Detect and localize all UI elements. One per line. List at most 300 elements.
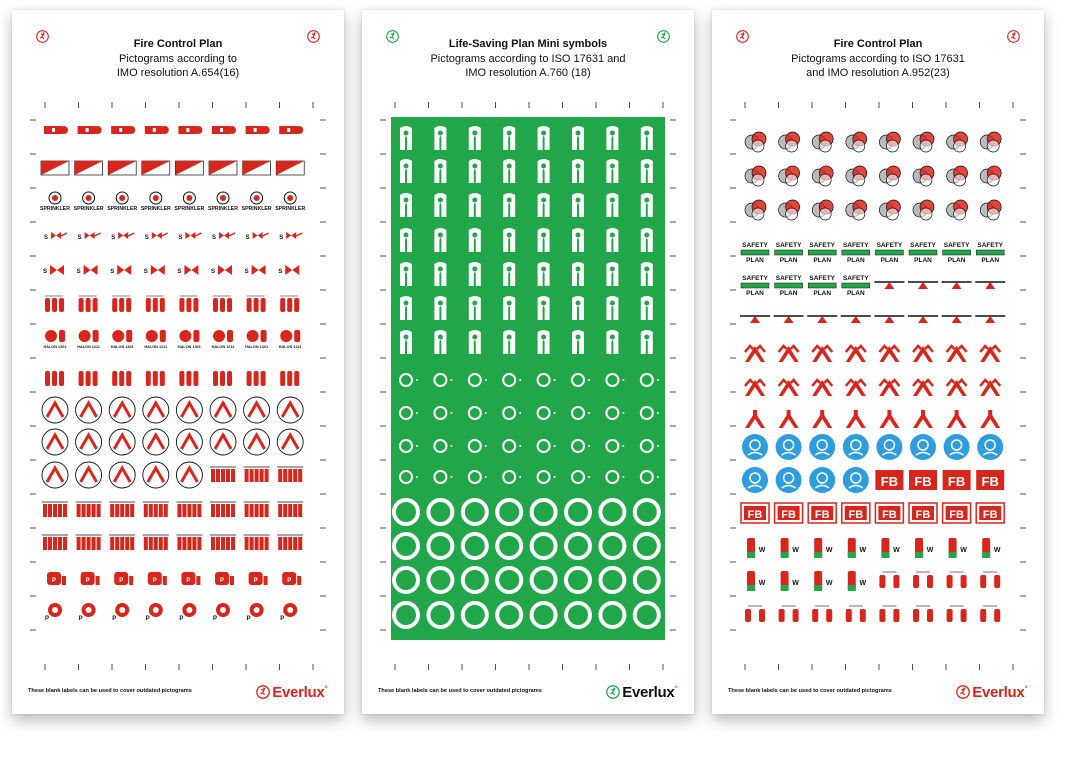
fire-door-arrow-icon — [745, 346, 765, 362]
sprinkler-head — [220, 195, 226, 201]
lifejacket-collar — [404, 301, 409, 306]
lifejacket-icon — [503, 262, 515, 286]
hose-reel-center — [52, 607, 58, 613]
fire-pump-icon — [279, 126, 303, 134]
portable-pump-handle — [129, 576, 133, 585]
lifebuoy-small-icon — [572, 471, 590, 483]
portable-pump-icon — [81, 572, 100, 585]
valve-bowtie-icon — [43, 265, 64, 275]
fire-damper-icon — [109, 462, 135, 488]
lifejacket-shape — [538, 330, 550, 354]
lifejacket-shape — [469, 330, 481, 354]
battery-cylinder — [43, 537, 47, 550]
valve-s-icon — [246, 232, 269, 241]
hose-reel-label: P — [112, 616, 117, 622]
hose-reel-label: P — [78, 616, 83, 622]
cylinder — [153, 371, 158, 386]
halon-label: HALON 1211 — [211, 345, 235, 349]
halon-sphere — [213, 330, 225, 342]
lifebuoy-dot — [416, 476, 418, 478]
lifejacket-collar — [507, 233, 512, 238]
lifejacket-icon — [469, 159, 481, 183]
battery-cylinder — [221, 469, 225, 482]
footer-note: These blank labels can be used to cover outdated pictograms — [378, 688, 542, 694]
battery-cylinder — [221, 504, 225, 517]
lifejacket-icon — [641, 126, 653, 150]
lifejacket-shape — [434, 228, 446, 252]
co2-bank-icon — [247, 371, 266, 386]
lifejacket-icon — [400, 262, 412, 286]
lifejacket-shape — [538, 193, 550, 217]
halon-icon — [43, 330, 66, 349]
lifebuoy-small-icon — [400, 374, 418, 386]
hose-reel-center — [220, 607, 226, 613]
lifejacket-shape — [469, 159, 481, 183]
portable-pump-icon — [148, 572, 167, 585]
lifebuoy-small-icon — [572, 440, 590, 452]
cylinder — [79, 298, 84, 312]
lifejacket-icon — [572, 193, 584, 217]
battery-cylinder — [182, 537, 186, 550]
sheet-subtitle-line2: and IMO resolution A.952(23) — [806, 67, 950, 79]
co2-bank-icon — [79, 371, 98, 386]
lifebuoy-large-icon — [566, 603, 590, 627]
battery-cylinder — [120, 504, 124, 517]
extinguisher-band — [747, 585, 755, 591]
lifejacket-collar — [507, 164, 512, 169]
cylinder — [160, 371, 165, 386]
fire-zone-flag-icon — [243, 161, 271, 175]
venn-bottom — [786, 140, 798, 152]
lifejacket-shape — [606, 228, 618, 252]
safety-bar — [775, 283, 803, 288]
fire-damper-icon — [42, 462, 68, 488]
valve-s-icon — [145, 232, 168, 241]
fire-zone-flag-icon — [276, 161, 304, 175]
valve-shape — [118, 232, 128, 239]
lifebuoy-small-icon — [641, 440, 659, 452]
valve-s-icon — [111, 232, 134, 241]
halon-icon — [178, 330, 201, 349]
plan-label: PLAN — [746, 290, 764, 297]
venn-bottom — [954, 174, 966, 186]
fire-door-arrow-icon — [812, 380, 832, 396]
lifejacket-collar — [644, 164, 649, 169]
venn-detector-icon — [846, 166, 867, 186]
fire-door-arrow-icon — [846, 346, 866, 362]
breathing-apparatus-icon — [776, 467, 802, 493]
co2-bank-icon — [280, 371, 299, 386]
battery-cylinder — [92, 504, 96, 517]
fire-door-arrow-icon — [846, 410, 866, 428]
fb-label: FB — [882, 509, 897, 521]
lifebuoy-dot — [554, 379, 556, 381]
battery-cylinder — [231, 469, 235, 482]
lifejacket-icon — [606, 228, 618, 252]
fire-pump-icon — [44, 126, 68, 134]
battery-cylinder — [177, 537, 181, 550]
hose-reel-center — [86, 607, 92, 613]
footer-note: These blank labels can be used to cover outdated pictograms — [28, 688, 192, 694]
lifejacket-collar — [644, 301, 649, 306]
plan-label: PLAN — [813, 257, 832, 264]
fire-zone-flag-icon — [75, 161, 103, 175]
sprinkler-icon — [74, 192, 104, 212]
lifebuoy-large-icon — [463, 534, 487, 558]
venn-detector-icon — [980, 200, 1001, 220]
fireman-outfit-fb-icon — [909, 470, 937, 490]
portable-pump-handle — [96, 576, 100, 585]
fire-pump-icon — [111, 126, 135, 134]
lifejacket-shape — [641, 296, 653, 320]
lifejacket-icon — [538, 193, 550, 217]
fire-zone-flag-icon — [108, 161, 136, 175]
hose-reel-label: P — [212, 616, 218, 622]
lifejacket-icon — [503, 296, 515, 320]
cylinder — [893, 575, 899, 588]
lifebuoy-dot — [416, 412, 418, 414]
lifejacket-icon — [469, 330, 481, 354]
lifejacket-collar — [472, 164, 477, 169]
halon-sphere — [45, 330, 57, 342]
lifejacket-icon — [503, 228, 515, 252]
cylinder — [280, 298, 285, 312]
breathing-disc — [876, 434, 902, 460]
venn-bottom — [752, 174, 764, 186]
lifebuoy-ring — [606, 374, 618, 386]
extinguisher-band — [781, 585, 789, 591]
lifejacket-collar — [644, 267, 649, 272]
lifejacket-shape — [434, 126, 446, 150]
battery-cylinder — [260, 504, 264, 517]
lifebuoy-dot — [657, 412, 659, 414]
fire-door-arrow-icon — [879, 346, 899, 362]
lifebuoy-ring — [600, 534, 624, 558]
lifebuoy-dot — [485, 445, 487, 447]
hose-reel-icon — [247, 603, 264, 622]
cylinder — [947, 609, 953, 622]
safety-label: SAFETY — [876, 242, 903, 249]
arrow-post — [854, 410, 858, 416]
lifebuoy-ring — [434, 407, 446, 419]
safety-plan-icon — [808, 242, 836, 264]
fireman-outfit-fb-icon — [842, 503, 870, 523]
lifejacket-icon — [606, 126, 618, 150]
fb-label: FB — [781, 509, 796, 521]
lifebuoy-large-icon — [394, 603, 418, 627]
triangle-shape — [985, 316, 995, 323]
battery-cylinder — [226, 469, 230, 482]
cylinder — [812, 609, 818, 622]
fire-door-arrow-icon — [980, 410, 1000, 428]
lifebuoy-ring — [503, 440, 515, 452]
extinguisher-battery-icon — [42, 535, 68, 550]
hose-reel-label: P — [179, 616, 184, 622]
venn-detector-icon — [745, 132, 766, 152]
lifejacket-shape — [503, 330, 515, 354]
halon-cylinder — [93, 330, 99, 342]
fire-damper-icon — [76, 429, 102, 455]
fireman-outfit-fb-icon — [976, 503, 1004, 523]
extinguisher-water-icon — [848, 538, 867, 558]
venn-bottom — [920, 140, 932, 152]
lifebuoy-ring — [469, 471, 481, 483]
hose-reel-icon — [146, 603, 163, 622]
plan-label: PLAN — [947, 257, 966, 264]
extinguisher-water-icon — [781, 538, 800, 558]
sprinkler-label: SPRINKLER — [174, 206, 205, 212]
lifebuoy-small-icon — [538, 407, 556, 419]
lifejacket-icon — [538, 126, 550, 150]
fire-damper-icon — [176, 397, 202, 423]
pump-head — [228, 126, 236, 134]
lifebuoy-small-icon — [503, 407, 521, 419]
lifebuoy-dot — [554, 412, 556, 414]
fireman-outfit-fb-icon — [943, 503, 971, 523]
safety-bar — [808, 250, 836, 255]
venn-bottom — [954, 208, 966, 220]
lifebuoy-ring — [428, 534, 452, 558]
lifebuoy-large-icon — [463, 500, 487, 524]
sprinkler-head — [254, 195, 260, 201]
fb-label: FB — [747, 509, 763, 521]
lifejacket-icon — [538, 159, 550, 183]
lifebuoy-ring — [635, 534, 659, 558]
cylinder — [261, 371, 266, 386]
battery-cylinder — [187, 504, 191, 517]
warning-triangle-line-icon — [975, 282, 1005, 289]
pump-head — [295, 126, 303, 134]
sprinkler-icon — [174, 192, 204, 212]
extinguisher-water-icon — [814, 538, 833, 558]
cylinder — [220, 371, 225, 386]
battery-cylinder — [164, 537, 168, 550]
fire-damper-icon — [76, 462, 102, 488]
cylinder — [227, 298, 232, 312]
safety-bar — [976, 250, 1004, 255]
halon-label: HALON 1211 — [278, 345, 302, 349]
venn-detector-icon — [913, 200, 934, 220]
extinguisher-small-icon — [947, 606, 967, 622]
bowtie-shape — [184, 265, 198, 275]
venn-bottom — [886, 208, 898, 220]
sprinkler-icon — [40, 192, 70, 212]
arrow-post — [955, 410, 959, 416]
lifebuoy-large-icon — [428, 568, 452, 592]
battery-cylinder — [77, 537, 81, 550]
triangle-shape — [918, 282, 928, 289]
triangle-shape — [952, 282, 962, 289]
lifebuoy-small-icon — [503, 440, 521, 452]
co2-bank-icon — [213, 296, 232, 312]
extinguisher-battery-icon — [210, 467, 236, 482]
valve-bowtie-icon — [144, 265, 165, 275]
fire-door-arrow-icon — [947, 380, 967, 396]
lifejacket-icon — [469, 228, 481, 252]
lifejacket-collar — [541, 335, 546, 340]
lifejacket-shape — [606, 126, 618, 150]
lifejacket-icon — [469, 262, 481, 286]
lifebuoy-small-icon — [469, 374, 487, 386]
fire-door-arrow-icon — [913, 346, 933, 362]
warning-triangle-line-icon — [975, 316, 1005, 323]
lifebuoy-ring — [538, 440, 550, 452]
triangle-shape — [918, 316, 928, 323]
lifebuoy-small-icon — [400, 407, 418, 419]
lifebuoy-ring — [600, 500, 624, 524]
battery-cylinder — [63, 504, 67, 517]
battery-cylinder — [87, 504, 91, 517]
valve-bowtie-icon — [278, 265, 299, 275]
cylinder — [247, 298, 252, 312]
safety-label: SAFETY — [809, 275, 836, 282]
lifebuoy-large-icon — [600, 568, 624, 592]
lifejacket-collar — [576, 301, 581, 306]
lifejacket-icon — [434, 330, 446, 354]
fire-door-arrow-icon — [947, 346, 967, 362]
fire-damper-icon — [210, 429, 236, 455]
cylinder — [294, 298, 299, 312]
pictogram-grid — [362, 10, 694, 714]
lifebuoy-ring — [469, 374, 481, 386]
cylinder — [961, 609, 967, 622]
pump-mark — [153, 128, 156, 132]
lifebuoy-large-icon — [635, 603, 659, 627]
lifebuoy-large-icon — [532, 534, 556, 558]
lifebuoy-ring — [641, 471, 653, 483]
bowtie-shape — [117, 265, 131, 275]
extinguisher-water-icon — [881, 538, 900, 558]
hose-reel-icon — [213, 603, 230, 622]
lifebuoy-ring — [538, 407, 550, 419]
extinguisher-battery-icon — [42, 502, 68, 517]
venn-bottom — [886, 140, 898, 152]
extinguisher-battery-icon — [244, 535, 270, 550]
cylinder — [59, 371, 64, 386]
extinguisher-band — [814, 585, 822, 591]
hose-reel-center — [287, 607, 293, 613]
extinguisher-band — [881, 552, 889, 558]
lifebuoy-ring — [606, 407, 618, 419]
lifebuoy-ring — [641, 374, 653, 386]
halon-sphere — [146, 330, 158, 342]
fire-damper-icon — [244, 397, 270, 423]
lifebuoy-dot — [450, 445, 452, 447]
battery-cylinder — [265, 469, 269, 482]
fb-label: FB — [982, 509, 998, 521]
venn-detector-icon — [812, 132, 833, 152]
lifebuoy-small-icon — [400, 440, 418, 452]
co2-bank-icon — [213, 371, 232, 386]
co2-bank-icon — [280, 296, 299, 312]
lifebuoy-dot — [657, 445, 659, 447]
lifebuoy-ring — [428, 603, 452, 627]
pump-head — [194, 126, 202, 134]
venn-bottom — [819, 140, 831, 152]
safety-bar — [741, 283, 769, 288]
fire-pump-icon — [145, 126, 169, 134]
lifejacket-collar — [610, 335, 615, 340]
cylinder — [947, 575, 953, 588]
battery-cylinder — [63, 537, 67, 550]
halon-label: HALON 1301 — [177, 345, 201, 349]
extinguisher-battery-icon — [277, 502, 303, 517]
fire-door-arrow-icon — [779, 410, 799, 428]
sprinkler-label: SPRINKLER — [107, 206, 138, 212]
lifebuoy-dot — [519, 379, 521, 381]
lifebuoy-dot — [416, 445, 418, 447]
lifejacket-shape — [538, 228, 550, 252]
breathing-disc — [944, 434, 970, 460]
safety-label: SAFETY — [809, 242, 836, 249]
battery-cylinder — [298, 469, 302, 482]
lifejacket-icon — [400, 126, 412, 150]
cylinder — [254, 298, 259, 312]
battery-cylinder — [226, 537, 230, 550]
lifejacket-icon — [434, 262, 446, 286]
portable-pump-handle — [196, 576, 200, 585]
lifejacket-shape — [641, 228, 653, 252]
lifebuoy-ring — [394, 500, 418, 524]
lifebuoy-large-icon — [566, 500, 590, 524]
battery-cylinder — [226, 504, 230, 517]
lifebuoy-small-icon — [572, 407, 590, 419]
lifebuoy-small-icon — [641, 471, 659, 483]
lifebuoy-large-icon — [394, 534, 418, 558]
extinguisher-water-icon — [982, 538, 1001, 558]
sheet-subtitle-line2: IMO resolution A.760 (18) — [465, 67, 591, 79]
fire-door-arrow-icon — [947, 410, 967, 428]
lifejacket-collar — [576, 335, 581, 340]
lifejacket-collar — [541, 267, 546, 272]
extinguisher-battery-icon — [210, 502, 236, 517]
triangle-shape — [952, 316, 962, 323]
sheet-subtitle-line1: Pictograms according to ISO 17631 and — [430, 53, 626, 65]
extinguisher-w-label: W — [758, 547, 766, 554]
lifebuoy-small-icon — [434, 407, 452, 419]
lifejacket-icon — [469, 193, 481, 217]
breathing-disc — [809, 434, 835, 460]
hose-reel-center — [186, 607, 192, 613]
halon-cylinder — [126, 330, 132, 342]
fire-door-arrow-icon — [779, 346, 799, 362]
extinguisher-battery-icon — [277, 467, 303, 482]
cylinder — [287, 371, 292, 386]
lifebuoy-dot — [519, 476, 521, 478]
portable-pump-icon — [282, 572, 301, 585]
lifejacket-shape — [641, 330, 653, 354]
battery-cylinder — [293, 537, 297, 550]
extinguisher-battery-icon — [176, 502, 202, 517]
lifejacket-icon — [606, 296, 618, 320]
lifejacket-collar — [438, 131, 443, 136]
lifejacket-icon — [538, 296, 550, 320]
lifejacket-shape — [538, 159, 550, 183]
lifebuoy-dot — [657, 476, 659, 478]
battery-cylinder — [283, 469, 287, 482]
halon-label: HALON 1301 — [245, 345, 269, 349]
lifebuoy-large-icon — [635, 500, 659, 524]
lifejacket-icon — [503, 159, 515, 183]
breathing-apparatus-icon — [843, 467, 869, 493]
valve-stem — [229, 233, 235, 236]
lifejacket-icon — [538, 228, 550, 252]
lifejacket-shape — [469, 193, 481, 217]
safety-bar — [909, 250, 937, 255]
everlux-logo — [956, 684, 1028, 700]
battery-cylinder — [250, 469, 254, 482]
lifejacket-icon — [538, 330, 550, 354]
